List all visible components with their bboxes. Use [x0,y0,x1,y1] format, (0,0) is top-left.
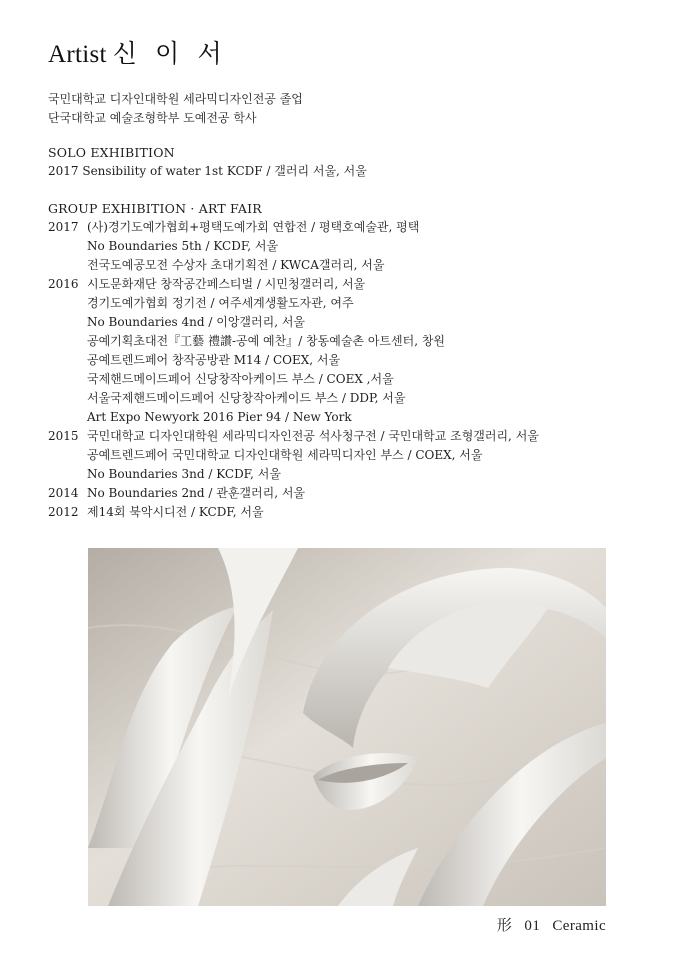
group-exhibition-heading: GROUP EXHIBITION · ART FAIR [48,201,262,216]
exhibition-year [48,465,87,484]
education-section [48,90,303,128]
exhibition-title: 제14회 북악시디전 / KCDF, 서울 [87,505,264,519]
exhibition-row [48,446,539,465]
exhibition-row [48,370,539,389]
exhibition-row [48,408,539,427]
exhibition-title: 경기도예가협회 정기전 / 여주세계생활도자관, 여주 [87,296,354,310]
exhibition-title: 국제핸드메이드페어 신당창작아케이드 부스 / COEX ,서울 [87,372,394,386]
exhibition-title: 전국도예공모전 수상자 초대기획전 / KWCA갤러리, 서울 [87,258,385,272]
solo-exhibition-item: 2017 Sensibility of water 1st KCDF / 갤러리 서울, 서울 [48,164,367,178]
exhibition-row [48,351,539,370]
exhibition-year: 2016 [48,277,79,291]
exhibition-title: No Boundaries 3nd / KCDF, 서울 [87,467,281,481]
exhibition-title: 공예트렌드페어 국민대학교 디자인대학원 세라믹디자인 부스 / COEX, 서울 [87,448,483,462]
caption-label: Ceramic [552,918,606,934]
exhibition-year [48,237,87,256]
caption-number: 01 [524,918,541,934]
exhibition-year [48,256,87,275]
exhibition-title: 서울국제핸드메이드페어 신당창작아케이드 부스 / DDP, 서울 [87,391,406,405]
exhibition-year [48,313,87,332]
ceramic-artwork-photo [88,548,606,906]
solo-exhibition-section [48,143,367,181]
exhibition-year: 2017 [48,220,79,234]
exhibition-title: No Boundaries 5th / KCDF, 서울 [87,239,279,253]
exhibition-title: Art Expo Newyork 2016 Pier 94 / New York [87,410,352,424]
exhibition-row [48,332,539,351]
exhibition-year [48,370,87,389]
exhibition-year [48,332,87,351]
exhibition-year [48,408,87,427]
exhibition-row [48,294,539,313]
ceramic-artwork-image [88,548,606,906]
exhibition-title: 공예트렌드페어 창작공방관 M14 / COEX, 서울 [87,353,341,367]
education-line: 단국대학교 예술조형학부 도예전공 학사 [48,111,257,125]
exhibition-row [48,484,539,503]
exhibition-row [48,389,539,408]
exhibition-title: 공예기획초대전『工藝 禮讚-공예 예찬』/ 창동예술촌 아트센터, 창원 [87,334,446,348]
group-exhibition-list [48,218,539,522]
page-title [48,34,228,70]
exhibition-year: 2014 [48,486,79,500]
exhibition-row [48,218,539,237]
exhibition-row [48,465,539,484]
exhibition-year [48,446,87,465]
exhibition-title: No Boundaries 4nd / 이앙갤러리, 서울 [87,315,306,329]
solo-exhibition-heading: SOLO EXHIBITION [48,145,175,160]
caption-hanja: 形 [496,918,513,934]
exhibition-title: 시도문화재단 창작공간페스티벌 / 시민청갤러리, 서울 [87,277,366,291]
exhibition-title: 국민대학교 디자인대학원 세라믹디자인전공 석사청구전 / 국민대학교 조형갤러리, 서울 [87,429,539,443]
group-exhibition-section [48,199,539,522]
artist-name: 신 이 서 [112,41,228,68]
exhibition-year [48,351,87,370]
exhibition-title: No Boundaries 2nd / 관훈갤러리, 서울 [87,486,306,500]
exhibition-row [48,427,539,446]
exhibition-row [48,503,539,522]
exhibition-row [48,256,539,275]
exhibition-title: (사)경기도예가협회+평택도예가회 연합전 / 평택호예술관, 평택 [87,220,420,234]
exhibition-year [48,389,87,408]
exhibition-row [48,313,539,332]
title-prefix: Artist [48,41,107,68]
exhibition-year: 2015 [48,429,79,443]
exhibition-row [48,237,539,256]
exhibition-row [48,275,539,294]
photo-caption [497,914,606,935]
exhibition-year: 2012 [48,505,79,519]
exhibition-year [48,294,87,313]
education-line: 국민대학교 디자인대학원 세라믹디자인전공 졸업 [48,92,303,106]
